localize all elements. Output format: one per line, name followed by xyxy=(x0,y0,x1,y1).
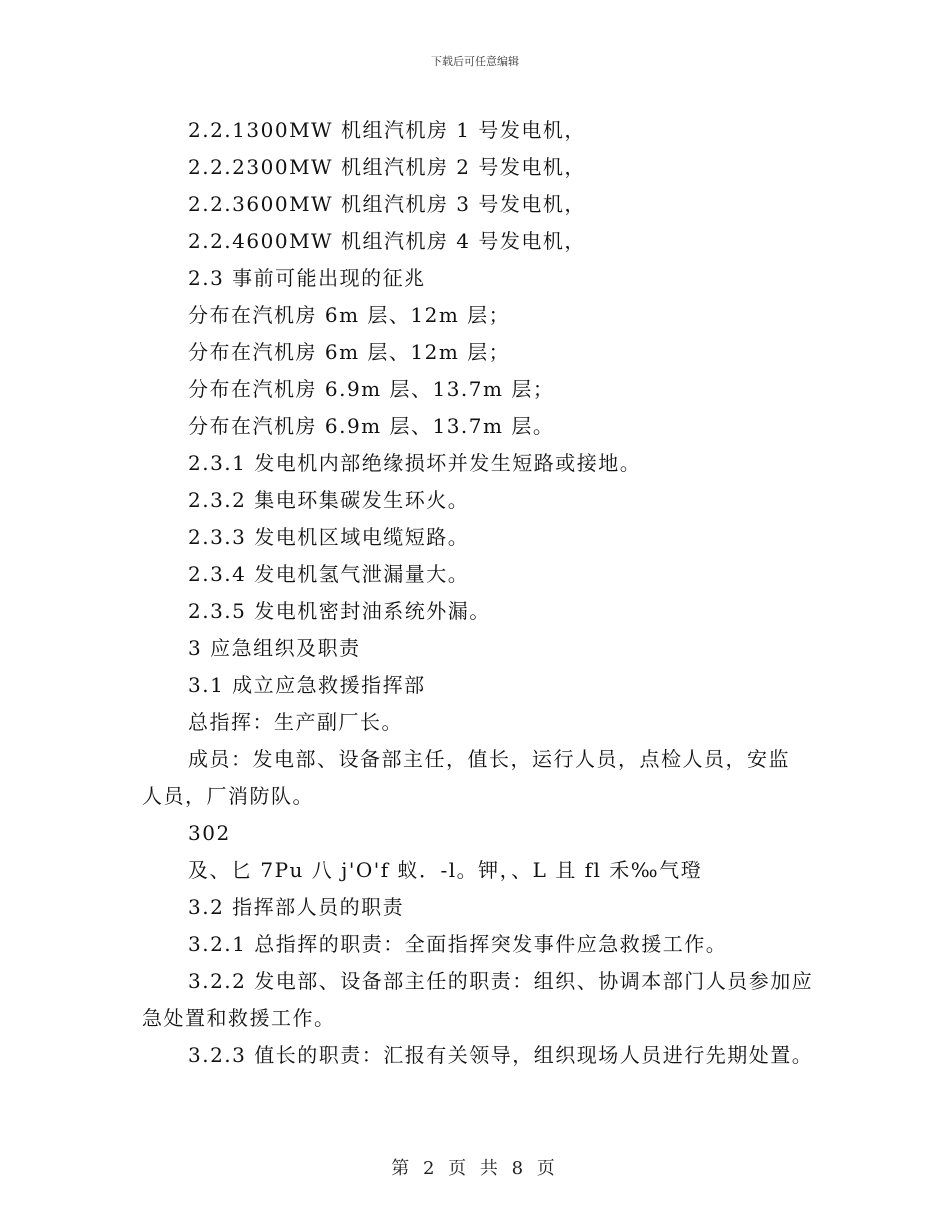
paragraph-line-continued: 人员，厂消防队。 xyxy=(142,784,314,808)
header-note: 下载后可任意编辑 xyxy=(431,55,519,68)
paragraph-line: 2.2.3600MW 机组汽机房 3 号发电机， xyxy=(188,192,586,216)
paragraph-line: 2.3.2 集电环集碳发生环火。 xyxy=(188,488,470,512)
document-body xyxy=(142,112,822,1074)
page-footer: 第 2 页 共 8 页 xyxy=(391,1158,559,1179)
page-number-text: 302 xyxy=(188,821,231,845)
garbled-text-line: 及、匕 7Pu 八 j'O'f 蚁．-l。钾，、L 且 fl 禾‰气璒 xyxy=(188,858,703,882)
section-heading: 2.3 事前可能出现的征兆 xyxy=(188,266,426,290)
paragraph-line: 3.2.1 总指挥的职责：全面指挥突发事件应急救援工作。 xyxy=(188,932,728,956)
paragraph-line: 2.2.1300MW 机组汽机房 1 号发电机， xyxy=(188,118,586,142)
paragraph-line: 3.2.2 发电部、设备部主任的职责：组织、协调本部门人员参加应 xyxy=(188,969,814,993)
paragraph-line: 2.3.5 发电机密封油系统外漏。 xyxy=(188,599,491,623)
paragraph-line: 分布在汽机房 6m 层、12m 层； xyxy=(188,340,511,364)
paragraph-line: 2.3.4 发电机氢气泄漏量大。 xyxy=(188,562,470,586)
paragraph-line: 2.2.4600MW 机组汽机房 4 号发电机， xyxy=(188,229,586,253)
paragraph-line: 3.2.3 值长的职责：汇报有关领导，组织现场人员进行先期处置。 xyxy=(188,1043,814,1067)
paragraph-line: 2.3.3 发电机区域电缆短路。 xyxy=(188,525,470,549)
paragraph-line: 分布在汽机房 6.9m 层、13.7m 层。 xyxy=(188,414,555,438)
paragraph-line: 总指挥：生产副厂长。 xyxy=(188,710,403,734)
section-heading: 3 应急组织及职责 xyxy=(188,636,361,660)
paragraph-line: 分布在汽机房 6.9m 层、13.7m 层； xyxy=(188,377,555,401)
paragraph-line-continued: 急处置和救援工作。 xyxy=(142,1006,336,1030)
section-heading: 3.2 指挥部人员的职责 xyxy=(188,895,405,919)
paragraph-line: 2.2.2300MW 机组汽机房 2 号发电机， xyxy=(188,155,586,179)
paragraph-line: 成员：发电部、设备部主任，值长，运行人员，点检人员，安监 xyxy=(188,747,790,771)
section-heading: 3.1 成立应急救援指挥部 xyxy=(188,673,426,697)
paragraph-line: 分布在汽机房 6m 层、12m 层； xyxy=(188,303,511,327)
paragraph-line: 2.3.1 发电机内部绝缘损坏并发生短路或接地。 xyxy=(188,451,642,475)
